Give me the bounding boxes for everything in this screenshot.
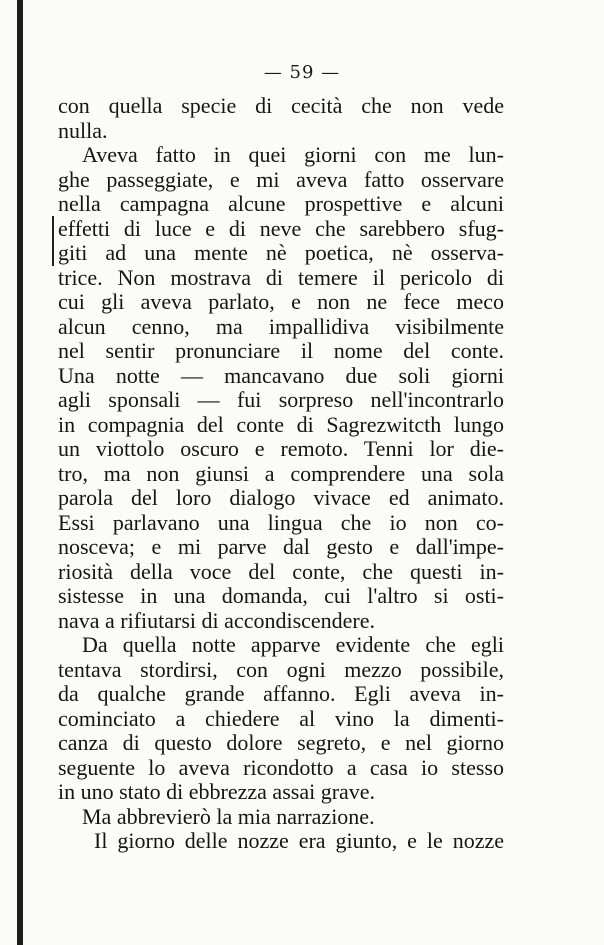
text-line: cominciato a chiedere al vino la dimenti- [58, 705, 504, 731]
text-line: Una notte — mancavano due soli giorni [58, 362, 504, 388]
text-line: Ma abbrevierò la mia narrazione. [82, 803, 375, 829]
text-line: con quella specie di cecità che non vede [58, 93, 504, 118]
text-line: cui gli aveva parlato, e non ne fece meco [58, 289, 504, 314]
page-spine-edge [17, 0, 23, 945]
text-line: Il giorno delle nozze era giunto, e le nozze [94, 828, 504, 853]
margin-mark [52, 216, 54, 266]
text-line: canza di questo dolore segreto, e nel giorno [58, 730, 504, 755]
body-text [58, 94, 504, 854]
text-line: un viottolo oscuro e remoto. Tenni lor die- [58, 436, 504, 461]
text-line: effetti di luce e di neve che sarebbero sfug- [58, 215, 504, 241]
text-line: seguente lo aveva ricondotto a casa io stesso [58, 754, 504, 780]
text-line: giti ad una mente nè poetica, nè osserva- [58, 240, 504, 265]
text-line: riosità della voce del conte, che questi in- [58, 558, 504, 584]
page-number-header: — 59 — [263, 62, 341, 83]
text-line: nel sentir pronunciare il nome del conte. [58, 338, 504, 363]
text-line: nulla. [58, 117, 108, 143]
text-line: nella campagna alcune prospettive e alcuni [58, 191, 504, 216]
text-line: Da quella notte apparve evidente che egli [82, 632, 504, 657]
text-line: sistesse in una domanda, cui l'altro si osti- [58, 583, 504, 608]
text-line: alcun cenno, ma impallidiva visibilmente [58, 313, 504, 339]
text-line: ghe passeggiate, e mi aveva fatto osservare [58, 166, 504, 192]
text-line: tentava stordirsi, con ogni mezzo possibile, [58, 656, 504, 682]
text-line: trice. Non mostrava di temere il pericolo di [58, 264, 504, 290]
text-line: nava a rifiutarsi di accondiscendere. [58, 607, 376, 633]
text-line: da qualche grande affanno. Egli aveva in- [58, 681, 504, 706]
text-line: in uno stato di ebbrezza assai grave. [58, 779, 376, 804]
text-line: parola del loro dialogo vivace ed animato. [58, 485, 504, 510]
text-line: Essi parlavano una lingua che io non co- [58, 509, 504, 535]
text-line: in compagnia del conte di Sagrezwitcth lungo [58, 411, 504, 437]
text-line: Aveva fatto in quei giorni con me lun- [82, 142, 504, 167]
text-line: tro, ma non giunsi a comprendere una sola [58, 460, 504, 486]
text-line: nosceva; e mi parve dal gesto e dall'impe- [58, 534, 504, 559]
text-line: agli sponsali — fui sorpreso nell'incontrarlo [58, 387, 504, 412]
